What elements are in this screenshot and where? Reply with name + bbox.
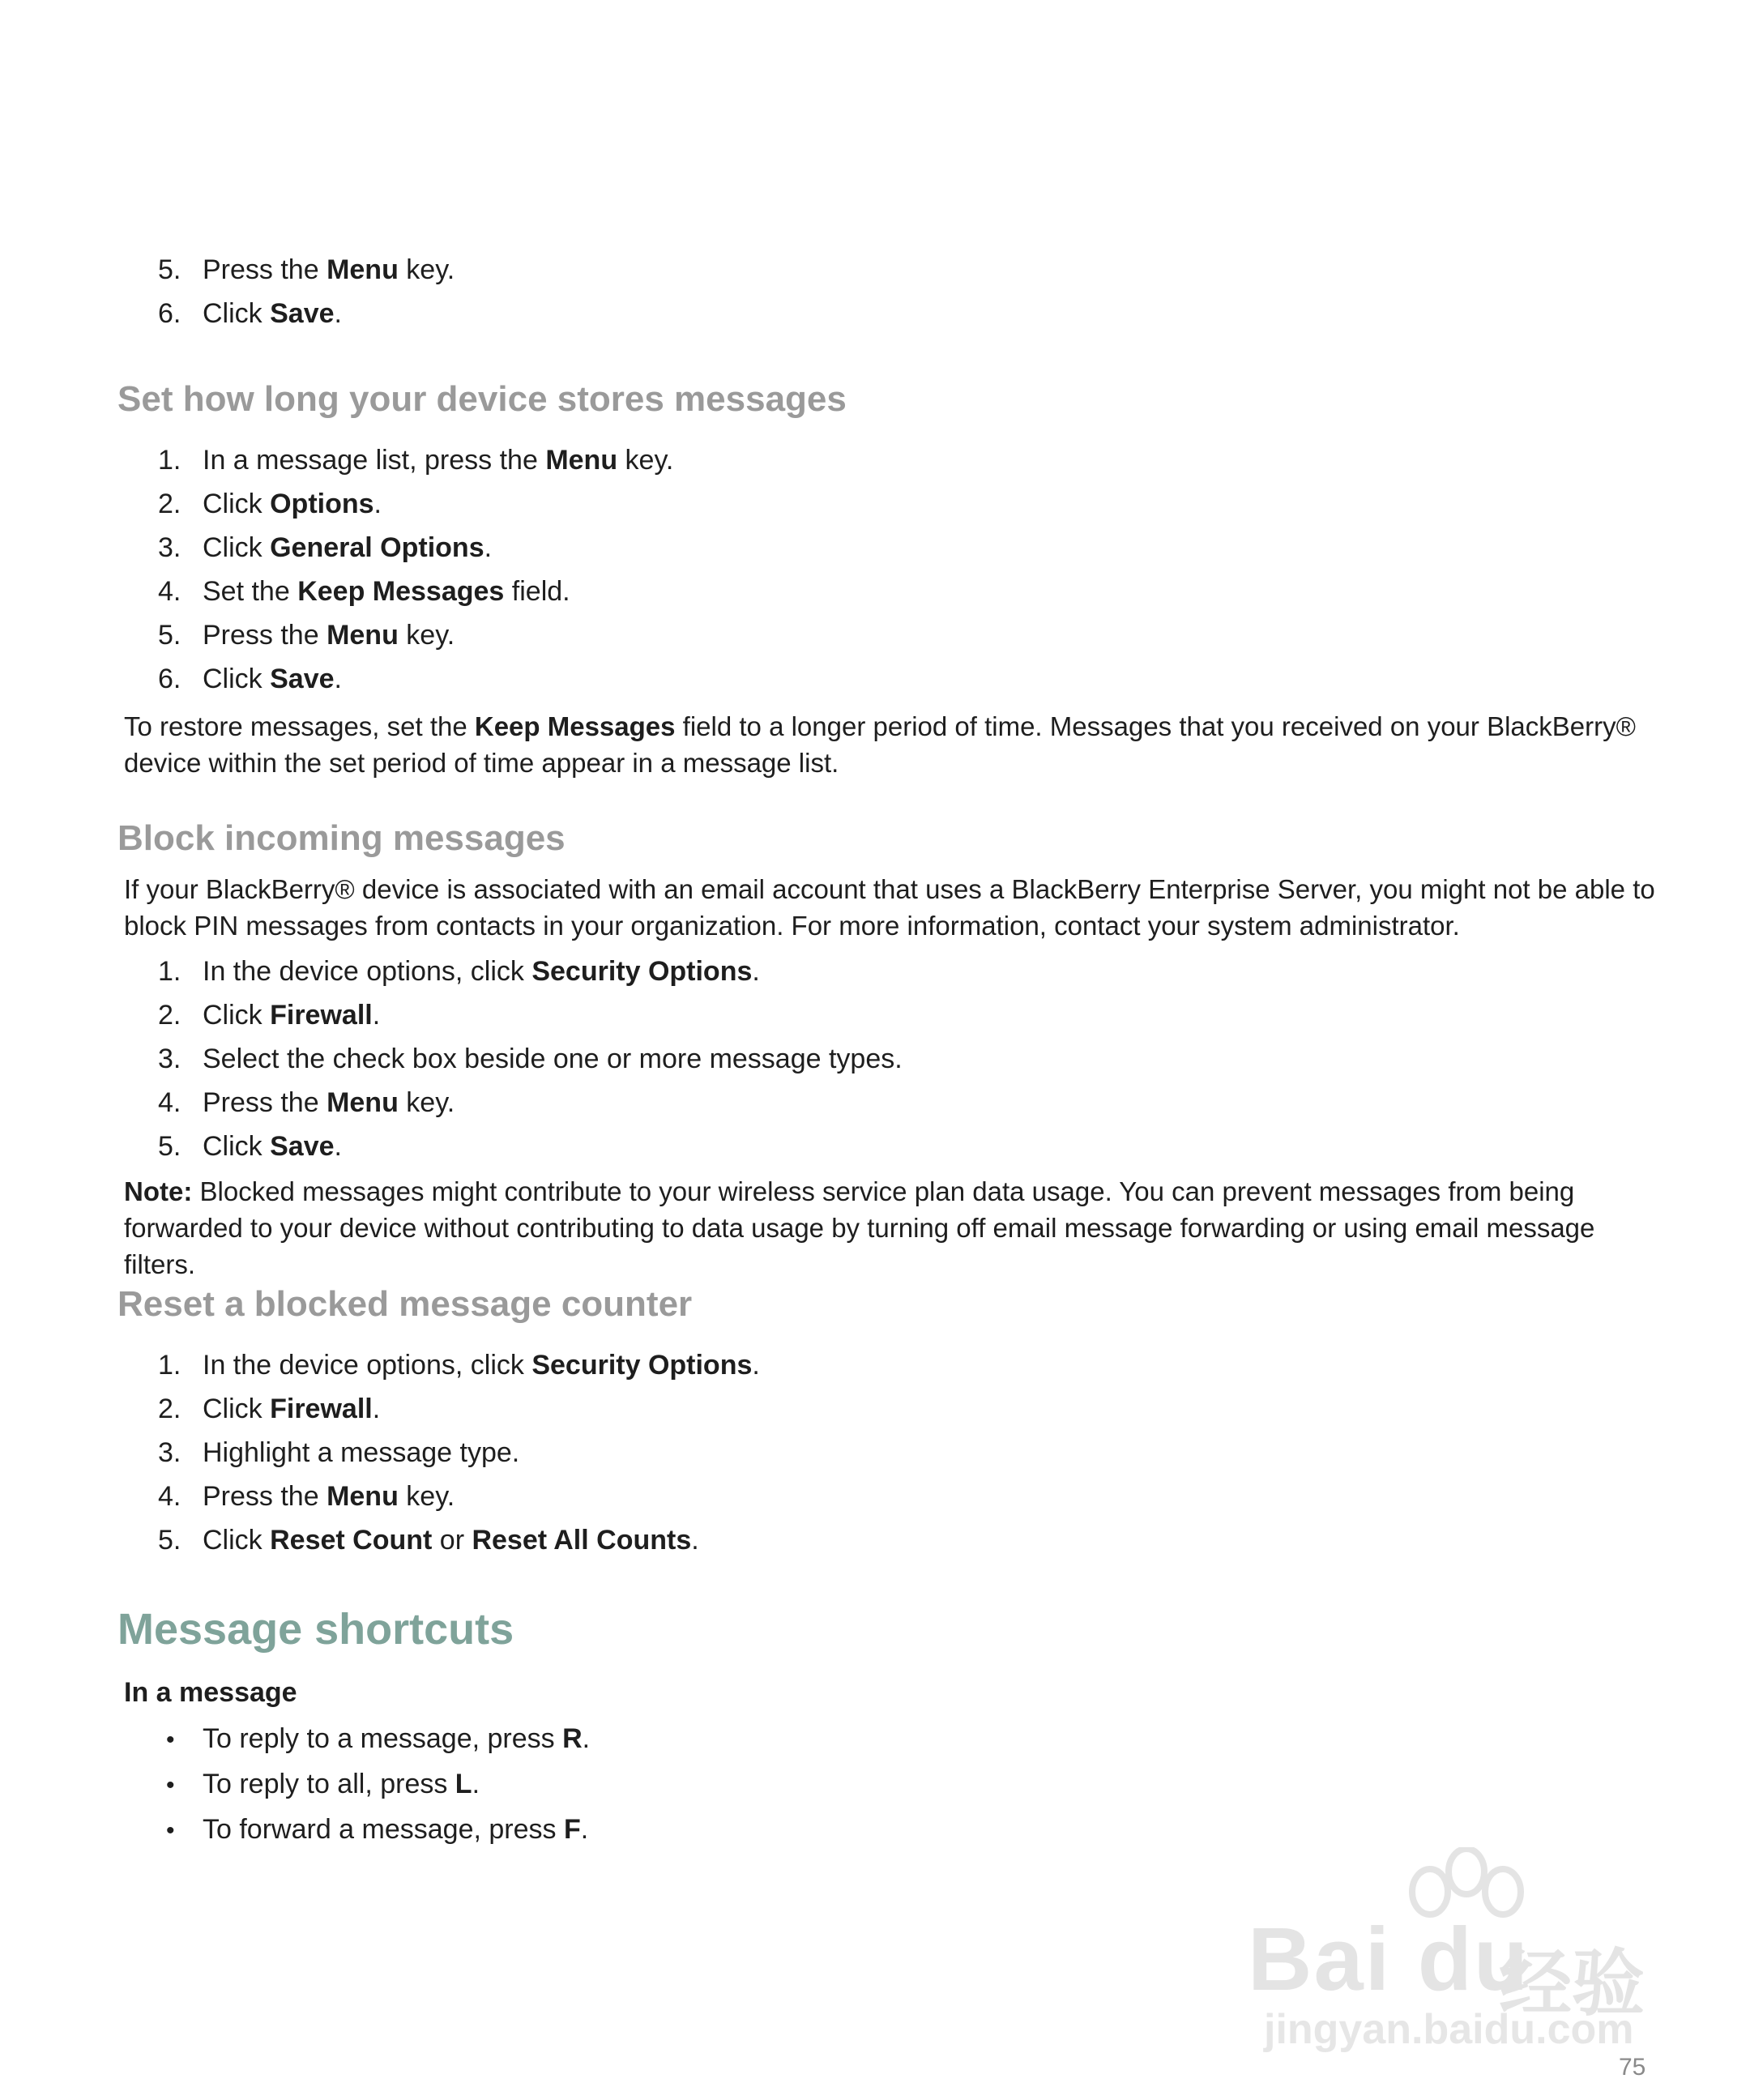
steps-list-block-messages: [158, 950, 903, 1168]
list-item: 3. Select the check box beside one or more message types.: [158, 1044, 903, 1074]
baidu-jingyan-watermark: [1248, 1847, 1669, 2058]
list-item: 5. Click Reset Count or Reset All Counts.: [158, 1525, 699, 1556]
bullet-icon: •: [166, 1817, 175, 1844]
list-item: 4. Set the Keep Messages field.: [158, 576, 570, 607]
list-item: 5. Press the Menu key.: [158, 620, 455, 651]
page-number: 75: [1619, 2054, 1646, 2081]
list-item: 2. Click Firewall.: [158, 1394, 381, 1424]
list-item: 2. Click Options.: [158, 489, 382, 519]
list-item: 3. Highlight a message type.: [158, 1437, 520, 1468]
list-item: 6. Click Save.: [158, 298, 342, 329]
chapter-heading-message-shortcuts: Message shortcuts: [117, 1605, 514, 1654]
section-heading-keep-messages: Set how long your device stores messages: [117, 379, 847, 419]
watermark-url: jingyan.baidu.com: [1264, 2006, 1634, 2053]
bullet-icon: •: [166, 1727, 175, 1753]
list-item: 4. Press the Menu key.: [158, 1087, 455, 1118]
list-item: 2. Click Firewall.: [158, 1000, 381, 1031]
block-intro: If your BlackBerry® device is associated with an email account that uses a BlackBerry Enterprise Server, you might not be able to block PIN messages from contacts in your organization. For more information, contact your system administrator.: [124, 874, 1655, 941]
list-item: 1. In the device options, click Security Options.: [158, 956, 760, 987]
watermark-chinese: 经验: [1499, 1944, 1645, 2025]
watermark-brand: Bai du: [1248, 1910, 1530, 2009]
restore-note: To restore messages, set the Keep Messages field to a longer period of time. Messages that you received on your BlackBerry® device within the set period of time appear in a message list.: [124, 711, 1636, 778]
note-label: Note:: [124, 1176, 193, 1206]
subheading-in-a-message: In a message: [124, 1677, 297, 1708]
bullet-icon: •: [166, 1772, 175, 1799]
list-item: • To forward a message, press F.: [166, 1808, 590, 1853]
list-item: 5. Press the Menu key.: [158, 254, 455, 285]
list-item: 6. Click Save.: [158, 664, 342, 694]
list-item: 3. Click General Options.: [158, 532, 493, 563]
list-item: 1. In the device options, click Security Options.: [158, 1350, 760, 1381]
list-item: • To reply to all, press L.: [166, 1762, 590, 1808]
data-usage-note: Note: Blocked messages might contribute to your wireless service plan data usage. You can prevent messages from being forwarded to your device without contributing to data usage by turning off email message forwarding or using email message filters.: [124, 1176, 1595, 1279]
list-item: • To reply to a message, press R.: [166, 1717, 590, 1762]
steps-list-reset-counter: [158, 1343, 760, 1562]
section-heading-block-messages: Block incoming messages: [117, 818, 566, 858]
list-item: 4. Press the Menu key.: [158, 1481, 455, 1512]
steps-list-continued: [158, 248, 455, 335]
section-heading-reset-counter: Reset a blocked message counter: [117, 1284, 693, 1324]
steps-list-keep-messages: [158, 438, 673, 701]
shortcut-list: [166, 1717, 590, 1853]
list-item: 5. Click Save.: [158, 1131, 342, 1162]
list-item: 1. In a message list, press the Menu key.: [158, 445, 674, 476]
